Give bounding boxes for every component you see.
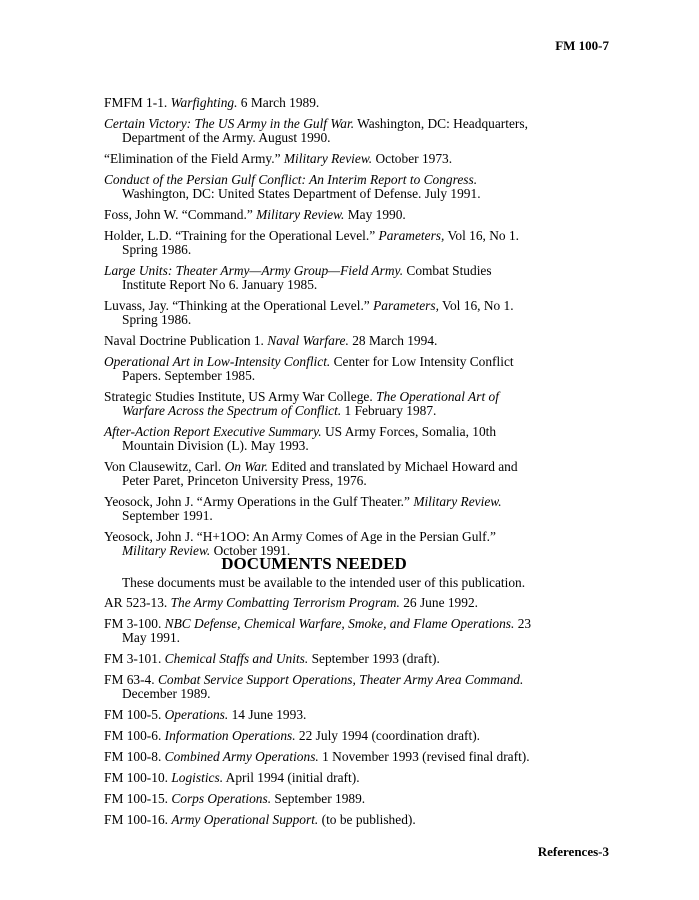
reference-entry: Yeosock, John J. “Army Operations in the Gulf Theater.” Military Review. September 1991. [104, 494, 502, 523]
document-entry: AR 523-13. The Army Combatting Terrorism Program. 26 June 1992. [104, 595, 478, 610]
document-entry: FM 100-10. Logistics. April 1994 (initial draft). [104, 770, 360, 785]
reference-entry: Certain Victory: The US Army in the Gulf War. Washington, DC: Headquarters, Department of the Army. August 1990. [104, 116, 528, 145]
document-code: FM 100-7 [555, 38, 609, 53]
reference-entry: Large Units: Theater Army—Army Group—Field Army. Combat Studies Institute Report No 6. January 1985. [104, 263, 492, 292]
reference-entry: Holder, L.D. “Training for the Operational Level.” Parameters, Vol 16, No 1. Spring 1986. [104, 228, 520, 257]
reference-entry: Operational Art in Low-Intensity Conflict. Center for Low Intensity Conflict Papers. September 1985. [104, 354, 514, 383]
reference-entry: Conduct of the Persian Gulf Conflict: An Interim Report to Congress. Washington, DC: United States Department of Defense. July 1991. [104, 172, 481, 201]
documents-list [104, 596, 534, 834]
references-list [104, 96, 534, 565]
document-entry: FM 3-100. NBC Defense, Chemical Warfare, Smoke, and Flame Operations. 23 May 1991. [104, 616, 532, 645]
section-title: DOCUMENTS NEEDED [221, 554, 407, 573]
document-entry: FM 3-101. Chemical Staffs and Units. September 1993 (draft). [104, 651, 440, 666]
document-entry: FM 100-16. Army Operational Support. (to be published). [104, 812, 416, 827]
reference-entry: Yeosock, John J. “H+1OO: An Army Comes of Age in the Persian Gulf.” Military Review. October 1991. [104, 529, 496, 558]
reference-entry: Luvass, Jay. “Thinking at the Operational Level.” Parameters, Vol 16, No 1. Spring 1986. [104, 298, 514, 327]
document-entry: FM 100-6. Information Operations. 22 July 1994 (coordination draft). [104, 728, 481, 743]
reference-entry: Strategic Studies Institute, US Army War College. The Operational Art of Warfare Across the Spectrum of Conflict. 1 February 1987. [104, 389, 499, 418]
reference-entry: Naval Doctrine Publication 1. Naval Warfare. 28 March 1994. [104, 333, 438, 348]
reference-entry: “Elimination of the Field Army.” Military Review. October 1973. [104, 151, 453, 166]
document-entry: FM 100-15. Corps Operations. September 1989. [104, 791, 366, 806]
reference-entry: After-Action Report Executive Summary. US Army Forces, Somalia, 10th Mountain Division (L). May 1993. [104, 424, 497, 453]
reference-entry: Foss, John W. “Command.” Military Review. May 1990. [104, 207, 406, 222]
document-entry: FM 100-5. Operations. 14 June 1993. [104, 707, 307, 722]
document-entry: FM 63-4. Combat Service Support Operations, Theater Army Area Command. December 1989. [104, 672, 524, 701]
reference-entry: FMFM 1-1. Warfighting. 6 March 1989. [104, 95, 320, 110]
reference-entry: Von Clausewitz, Carl. On War. Edited and translated by Michael Howard and Peter Paret, Princeton University Press, 1976. [104, 459, 518, 488]
section-intro: These documents must be available to the intended user of this publication. [122, 575, 526, 590]
document-entry: FM 100-8. Combined Army Operations. 1 November 1993 (revised final draft). [104, 749, 530, 764]
page-number: References-3 [537, 844, 609, 859]
